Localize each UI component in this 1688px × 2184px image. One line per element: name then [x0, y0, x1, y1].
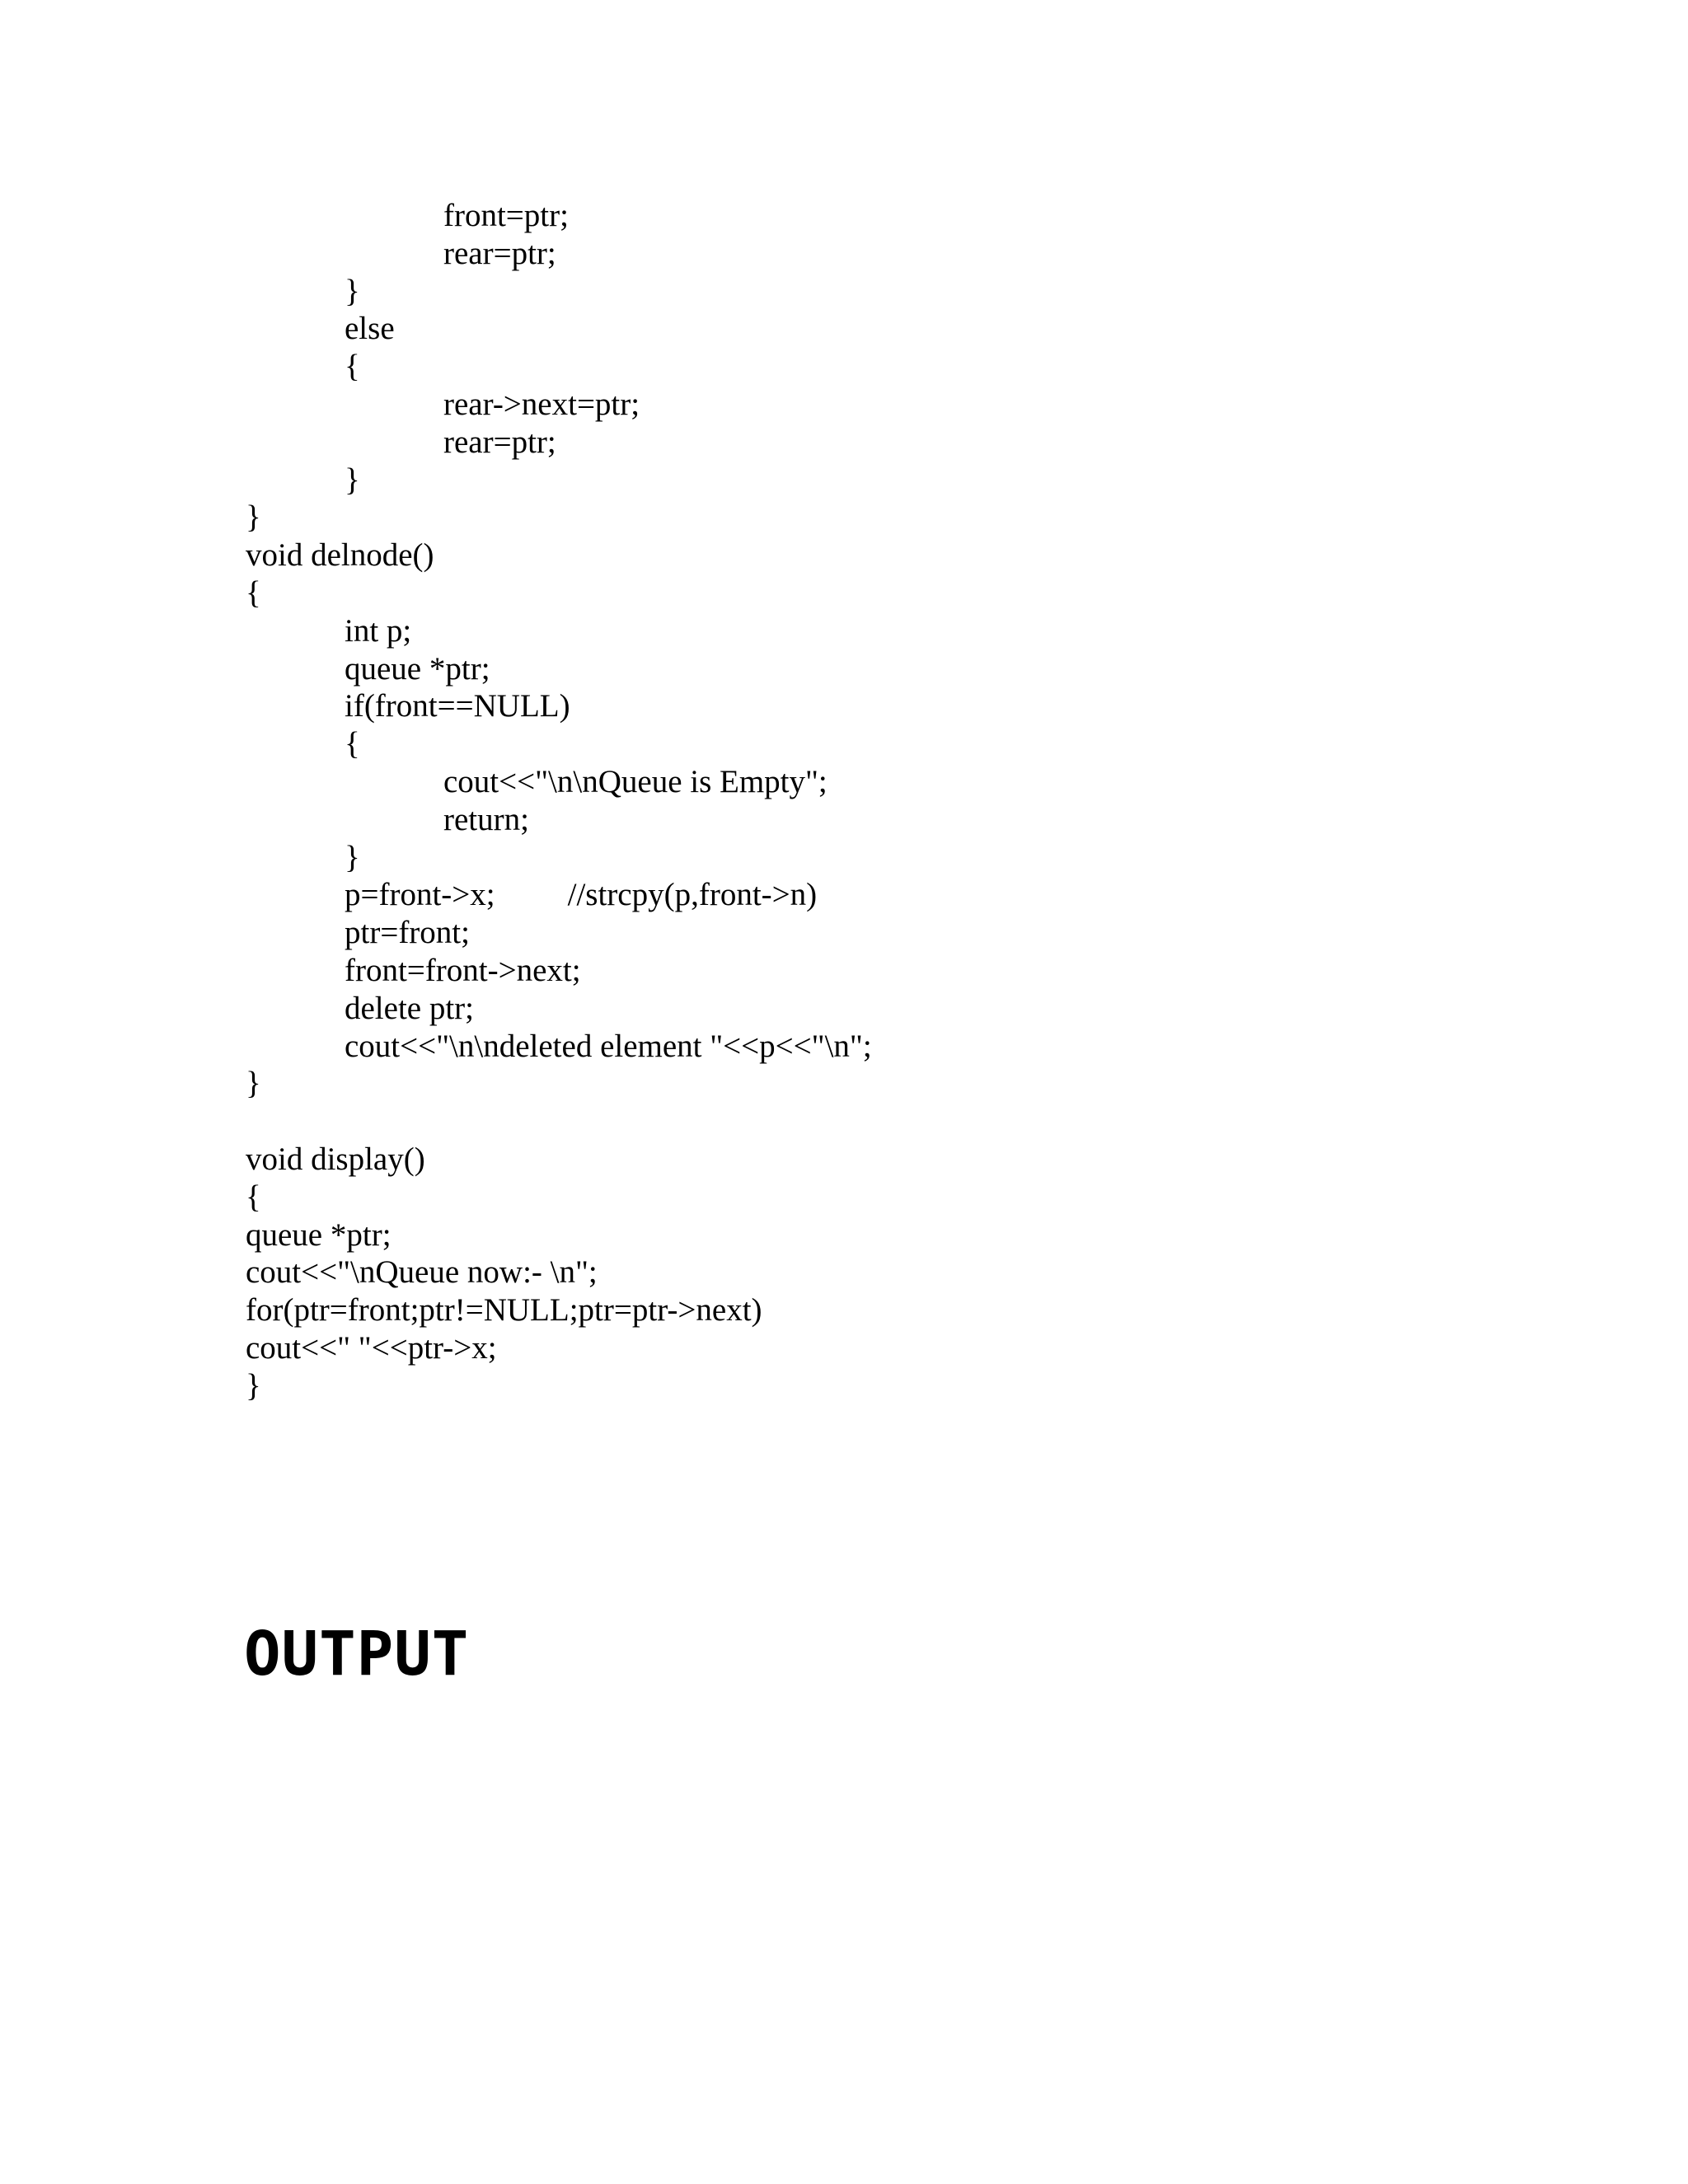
code-text: if(front==NULL): [345, 688, 570, 724]
code-comment: //strcpy(p,front->n): [567, 877, 818, 913]
code-text: delete ptr;: [345, 990, 475, 1026]
code-line: [246, 424, 1482, 462]
code-line: [246, 650, 1482, 688]
code-text: rear=ptr;: [443, 235, 556, 271]
code-text: int p;: [345, 612, 412, 649]
code-text: queue *ptr;: [345, 650, 490, 687]
code-line: [246, 612, 1482, 650]
code-line: [246, 725, 1482, 763]
code-line: [246, 310, 1482, 348]
code-text: }: [345, 839, 360, 875]
code-line: [246, 1028, 1482, 1066]
code-text: {: [345, 349, 360, 385]
code-line: [246, 273, 1482, 311]
code-text: queue *ptr;: [246, 1216, 392, 1253]
code-line: [246, 1329, 1482, 1367]
code-line: [246, 1291, 1482, 1329]
code-line: [246, 952, 1482, 990]
code-text: cout<<"\n\nQueue is Empty";: [443, 763, 828, 799]
code-text: void delnode(): [246, 537, 434, 574]
code-text: return;: [443, 801, 529, 837]
code-text: ptr=front;: [345, 915, 470, 951]
code-text: for(ptr=front;ptr!=NULL;ptr=ptr->next): [246, 1292, 762, 1329]
code-line: [246, 1103, 1482, 1141]
code-line: [246, 801, 1482, 839]
code-line: [246, 537, 1482, 574]
code-text: {: [246, 574, 261, 611]
code-line: [246, 197, 1482, 235]
code-line: [246, 763, 1482, 801]
code-line: [246, 1179, 1482, 1216]
code-line: [246, 348, 1482, 386]
output-heading: OUTPUT: [244, 1619, 470, 1690]
code-line: [246, 1367, 1482, 1405]
code-text: }: [246, 1066, 261, 1102]
code-text: }: [246, 1367, 261, 1404]
code-text: rear->next=ptr;: [443, 386, 640, 422]
code-line: [246, 1254, 1482, 1291]
code-line: [246, 914, 1482, 952]
code-text: }: [246, 499, 261, 536]
code-line: [246, 235, 1482, 273]
code-line: [246, 839, 1482, 877]
code-text: front=ptr;: [443, 198, 569, 233]
code-text: }: [345, 462, 360, 498]
code-text: cout<<"\nQueue now:- \n";: [246, 1254, 598, 1291]
code-listing: [246, 197, 1482, 1405]
code-line: [246, 1141, 1482, 1179]
code-text: else: [345, 311, 395, 347]
code-line: [246, 990, 1482, 1028]
code-text: cout<<"\n\ndeleted element "<<p<<"\n";: [345, 1028, 872, 1064]
code-text: }: [345, 273, 360, 309]
code-text: p=front->x;: [345, 877, 495, 913]
code-line: [246, 687, 1482, 725]
code-line: [246, 499, 1482, 537]
code-text: {: [246, 1179, 261, 1215]
code-line: [246, 1216, 1482, 1254]
code-text: front=front->next;: [345, 952, 581, 988]
code-text: rear=ptr;: [443, 424, 556, 460]
code-line: [246, 386, 1482, 424]
code-line: [246, 574, 1482, 612]
code-line: [246, 462, 1482, 499]
code-text: cout<<" "<<ptr->x;: [246, 1329, 497, 1366]
code-line: [246, 876, 1482, 914]
code-text: {: [345, 726, 360, 762]
code-text: void display(): [246, 1141, 425, 1177]
code-line: [246, 1065, 1482, 1103]
